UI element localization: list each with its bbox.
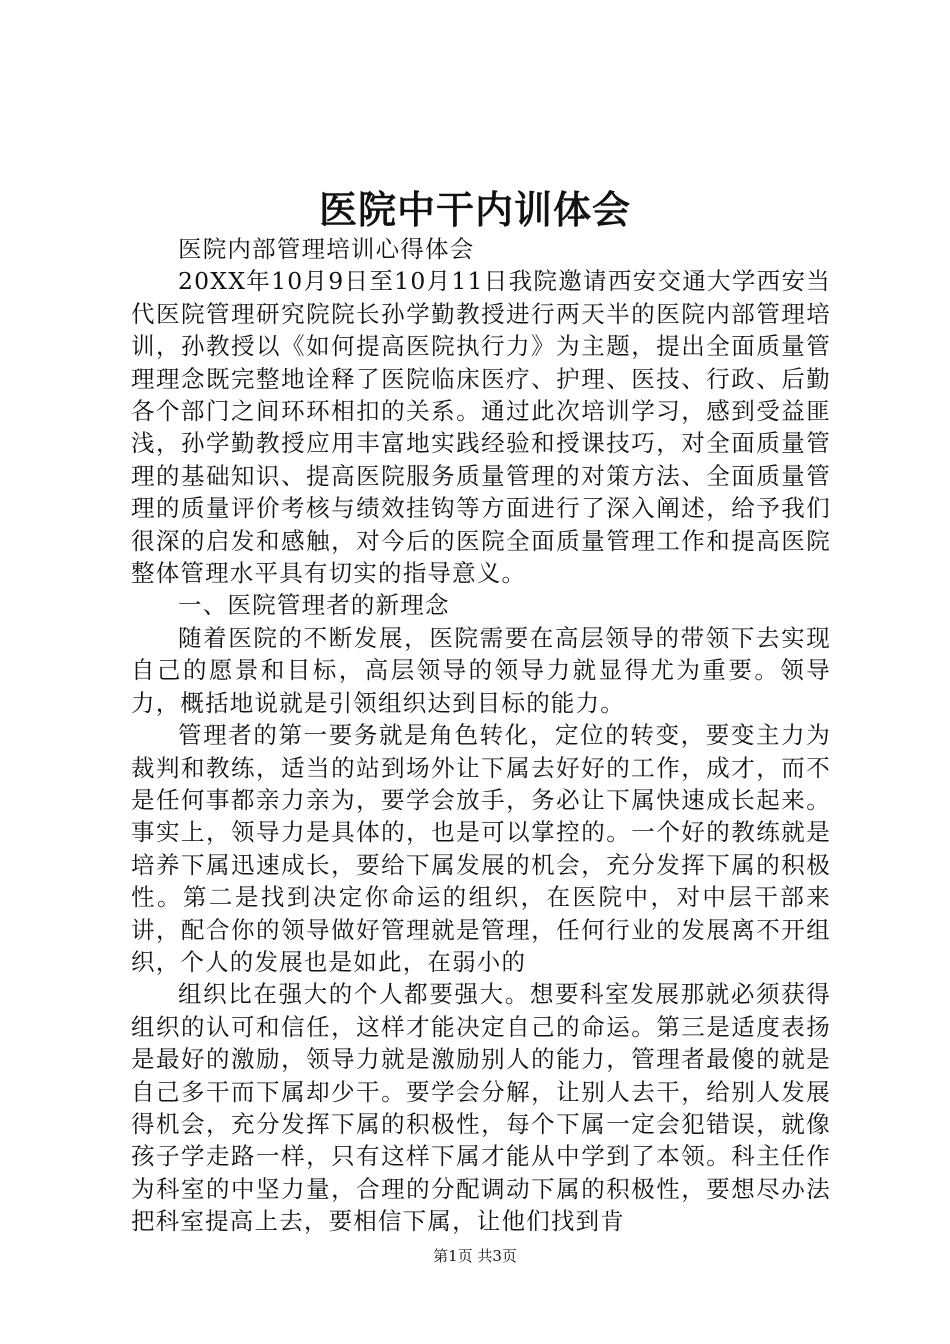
body-paragraph: 管理者的第一要务就是角色转化，定位的转变，要变主力为裁判和教练，适当的站到场外让下属去好好的工作，成才，而不是任何事都亲力亲为，要学会放手，务必让下属快速成长起来。事实上，领导力是具体的，也是可以掌控的。一个好的教练就是培养下属迅速成长，要给下属发展的机会，充分发挥下属的积极性。第二是找到决定你命运的组织，在医院中，对中层干部来讲，配合你的领导做好管理就是管理，任何行业的发展离不开组织，个人的发展也是如此，在弱小的: [131, 721, 831, 976]
document-title: 医院中干内训体会: [318, 187, 631, 232]
body-paragraph: 随着医院的不断发展，医院需要在高层领导的带领下去实现自己的愿景和目标，高层领导的领导力就显得尤为重要。领导力，概括地说就是引领组织达到目标的能力。: [131, 623, 831, 717]
body-paragraph: 组织比在强大的个人都要强大。想要科室发展那就必须获得组织的认可和信任，这样才能决定自己的命运。第三是适度表扬是最好的激励，领导力就是激励别人的能力，管理者最傻的就是自己多干而下属却少干。要学会分解，让别人去干，给别人发展得机会，充分发挥下属的积极性，每个下属一定会犯错误，就像孩子学走路一样，只有这样下属才能从中学到了本领。科主任作为科室的中坚力量，合理的分配调动下属的积极性，要想尽办法把科室提高上去，要相信下属，让他们找到肯: [131, 980, 831, 1236]
page-number-footer: 第1页 共3页: [433, 1247, 517, 1265]
section-heading: 一、医院管理者的新理念: [178, 591, 450, 620]
document-body: [131, 233, 831, 1238]
subtitle-paragraph: 医院内部管理培训心得体会: [178, 235, 475, 263]
intro-paragraph: 20XX年10月9日至10月11日我院邀请西安交通大学西安当代医院管理研究院院长孙学勤教授进行两天半的医院内部管理培训，孙教授以《如何提高医院执行力》为主题，提出全面质量管理理念既完整地诠释了医院临床医疗、护理、医技、行政、后勤各个部门之间环环相扣的关系。通过此次培训学习，感到受益匪浅，孙学勤教授应用丰富地实践经验和授课技巧，对全面质量管理的基础知识、提高医院服务质量管理的对策方法、全面质量管理的质量评价考核与绩效挂钩等方面进行了深入阐述，给予我们很深的启发和感触，对今后的医院全面质量管理工作和提高医院整体管理水平具有切实的指导意义。: [131, 267, 831, 588]
